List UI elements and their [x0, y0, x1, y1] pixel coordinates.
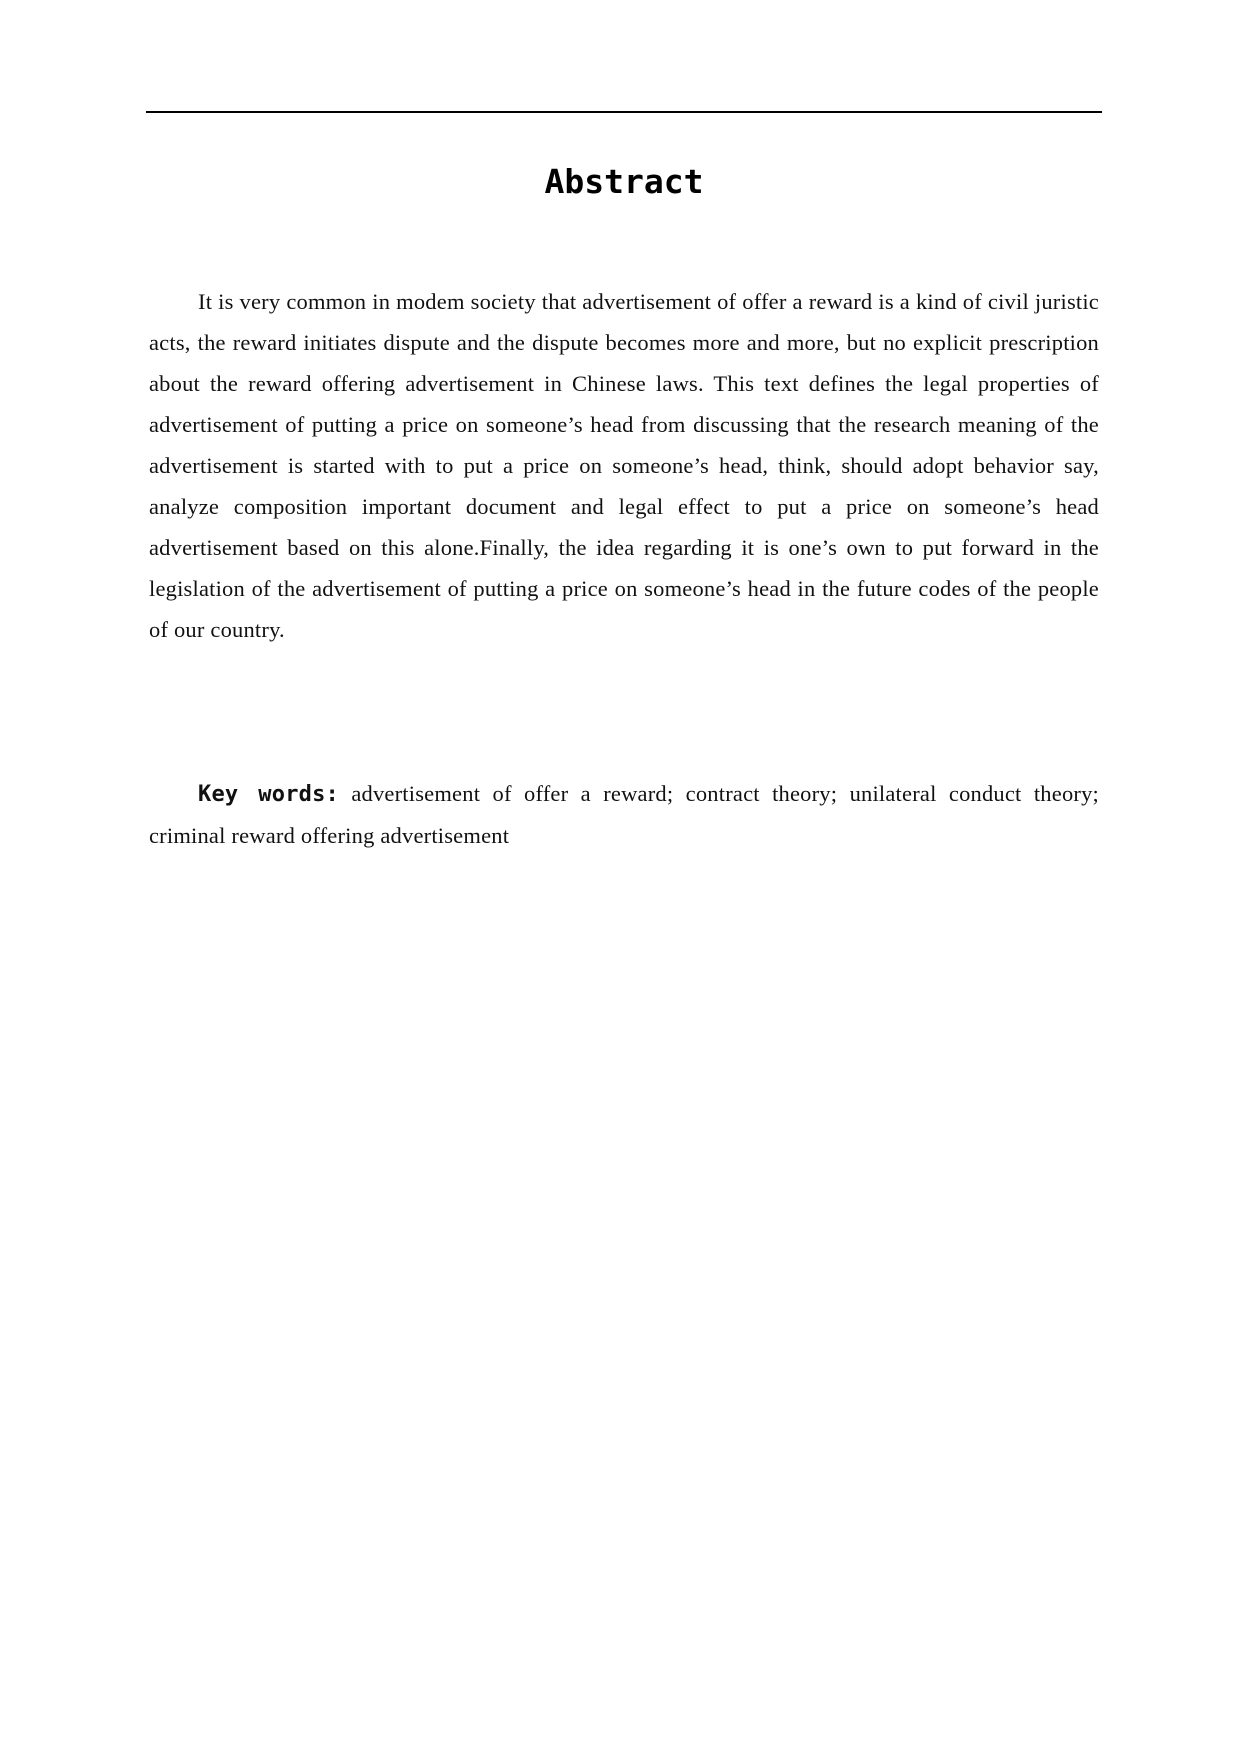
page-title: Abstract [544, 162, 704, 201]
keywords-paragraph [149, 773, 1099, 856]
header-rule [146, 111, 1102, 113]
abstract-paragraph: It is very common in modem society that advertisement of offer a reward is a kind of civil juristic acts, the reward initiates dispute and the dispute becomes more and more, but no explicit prescription about the reward offering advertisement in Chinese laws. This text defines the legal properties of advertisement of putting a price on someone’s head from discussing that the research meaning of the advertisement is started with to put a price on someone’s head, think, should adopt behavior say, analyze composition important document and legal effect to put a price on someone’s head advertisement based on this alone.Finally, the idea regarding it is one’s own to put forward in the legislation of the advertisement of putting a price on someone’s head in the future codes of the people of our country. [149, 289, 1099, 642]
keywords-label: Key words: [198, 782, 339, 807]
keywords-text: advertisement of offer a reward; contract theory; unilateral conduct theory; criminal reward offering advertisement [149, 781, 1099, 848]
